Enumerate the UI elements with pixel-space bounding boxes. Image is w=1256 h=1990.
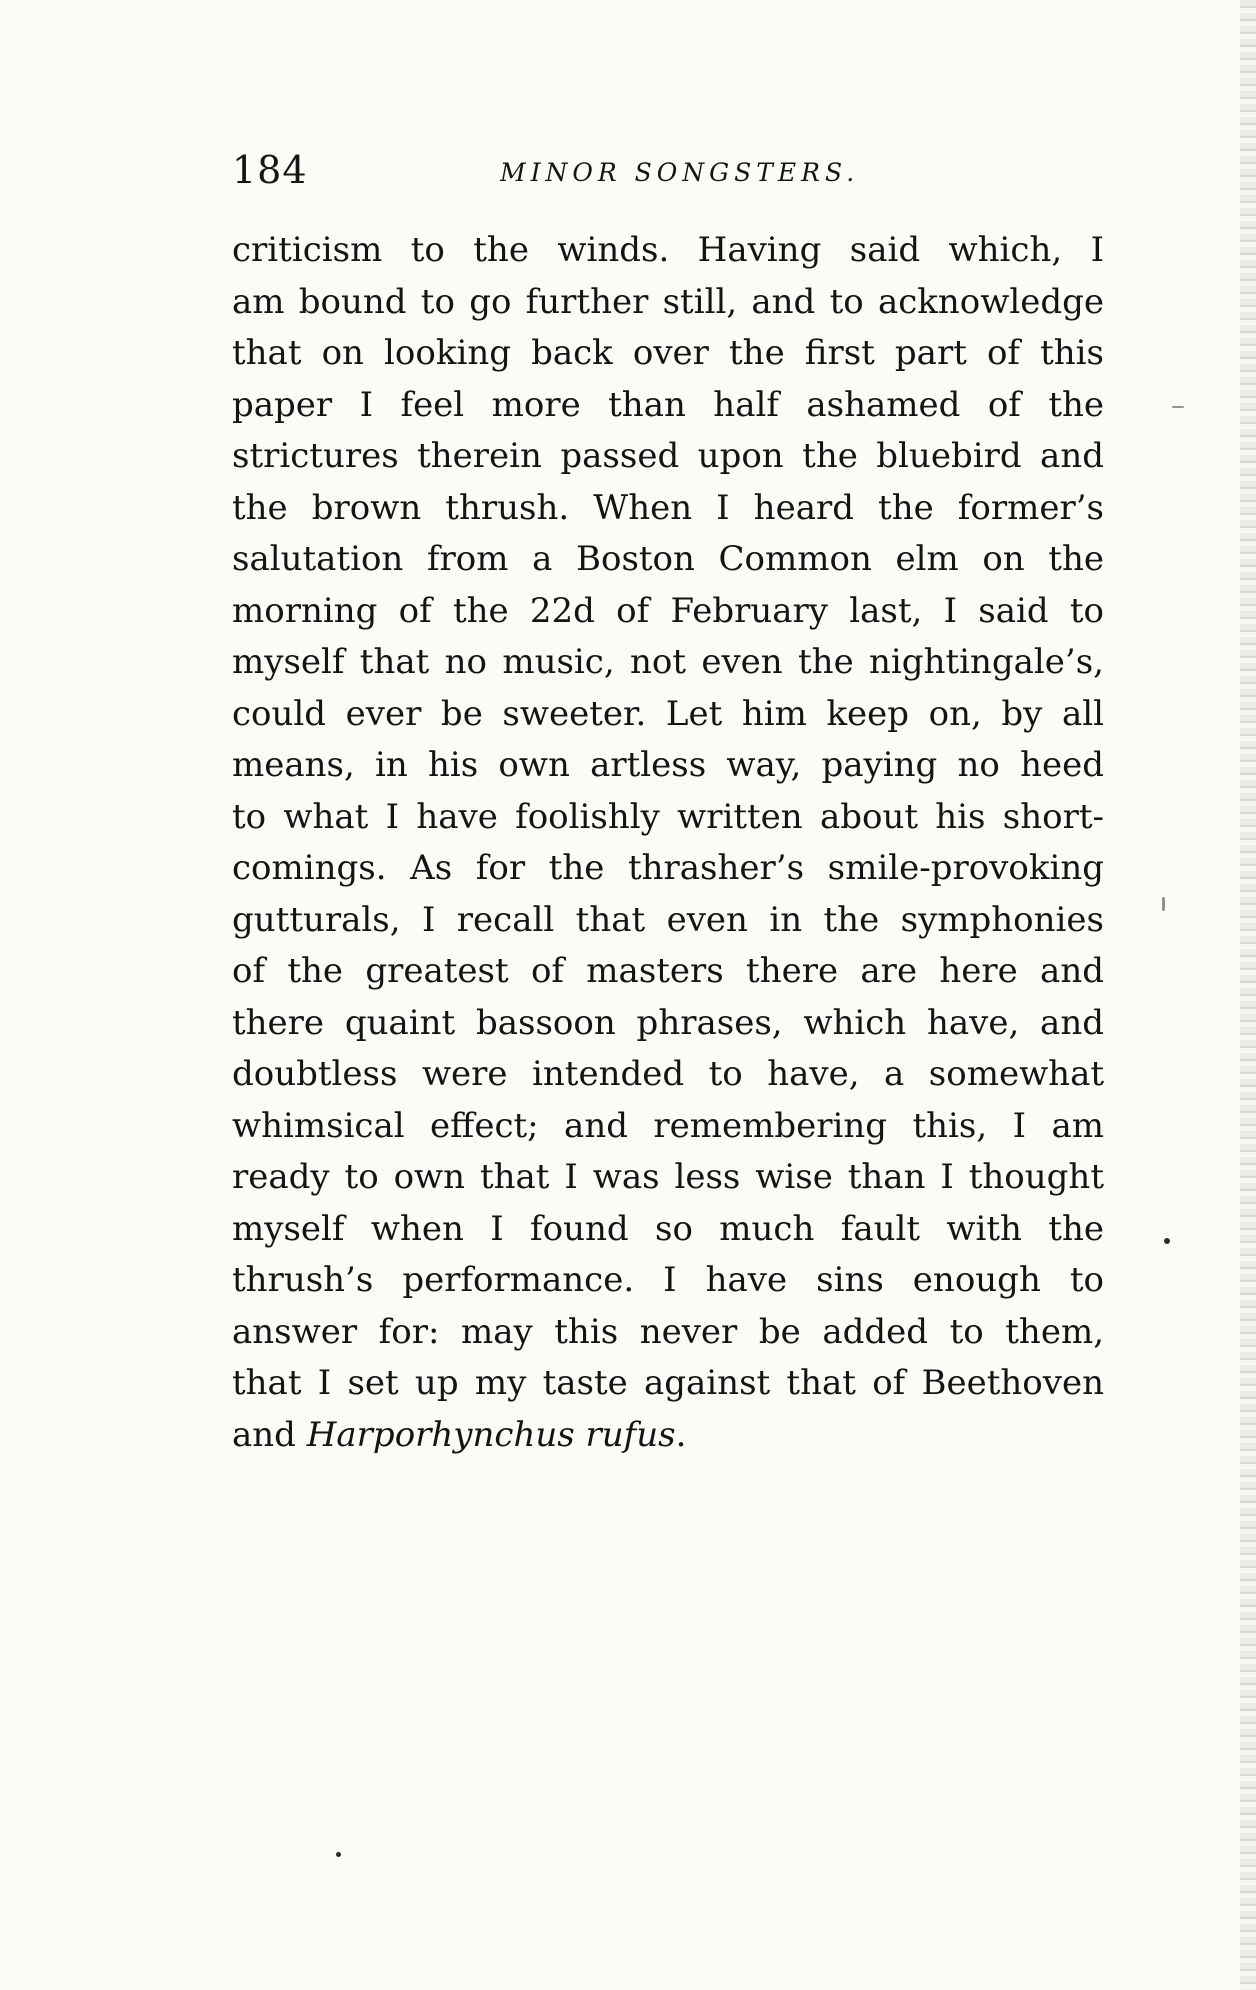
text-line: paper I feel more than half ashamed of the (232, 384, 1104, 425)
print-speck (336, 1852, 341, 1857)
last-line-suffix: . (675, 1414, 687, 1455)
text-line: could ever be sweeter. Let him keep on, by all (232, 693, 1104, 734)
page-edge (1240, 0, 1256, 1990)
text-line: strictures therein passed upon the bluebird and (232, 436, 1104, 476)
text-line: means, in his own artless way, paying no heed (232, 745, 1104, 785)
text-line: am bound to go further still, and to acknowledge (232, 281, 1104, 322)
text-line: myself that no music, not even the nightingale’s, (232, 642, 1104, 682)
text-line: myself when I found so much fault with the (232, 1208, 1104, 1249)
text-line: there quaint bassoon phrases, which have, and (232, 1002, 1104, 1043)
print-speck (1164, 1238, 1170, 1244)
text-line: morning of the 22d of February last, I said to (232, 590, 1104, 631)
text-line: comings. As for the thrasher’s smile-provoking (232, 848, 1104, 888)
page-number: 184 (232, 148, 308, 192)
text-line: to what I have foolishly written about his short- (232, 796, 1104, 837)
running-title: MINOR SONGSTERS. (500, 158, 860, 187)
text-line: the brown thrush. When I heard the former’s (232, 487, 1104, 528)
text-line: doubtless were intended to have, a somewhat (232, 1054, 1104, 1094)
page-header (232, 148, 1112, 198)
text-line: salutation from a Boston Common elm on the (232, 539, 1104, 579)
print-speck (1172, 406, 1184, 408)
text-line: whimsical effect; and remembering this, I am (232, 1105, 1104, 1146)
print-speck (1162, 897, 1165, 911)
text-line: of the greatest of masters there are here and (232, 951, 1104, 991)
text-line: that I set up my taste against that of Beethoven (232, 1363, 1104, 1403)
body-text (232, 225, 1104, 1461)
last-line-prefix: and (232, 1414, 307, 1455)
text-line: ready to own that I was less wise than I thought (232, 1157, 1104, 1197)
text-line: that on looking back over the first part of this (232, 333, 1104, 373)
species-name: Harporhynchus rufus (306, 1414, 676, 1455)
text-line: answer for: may this never be added to them, (232, 1311, 1104, 1352)
text-line-last (232, 1410, 1104, 1462)
text-line: gutturals, I recall that even in the symphonies (232, 899, 1104, 940)
text-line: criticism to the winds. Having said which, I (232, 230, 1104, 270)
text-line: thrush’s performance. I have sins enough to (232, 1260, 1104, 1300)
